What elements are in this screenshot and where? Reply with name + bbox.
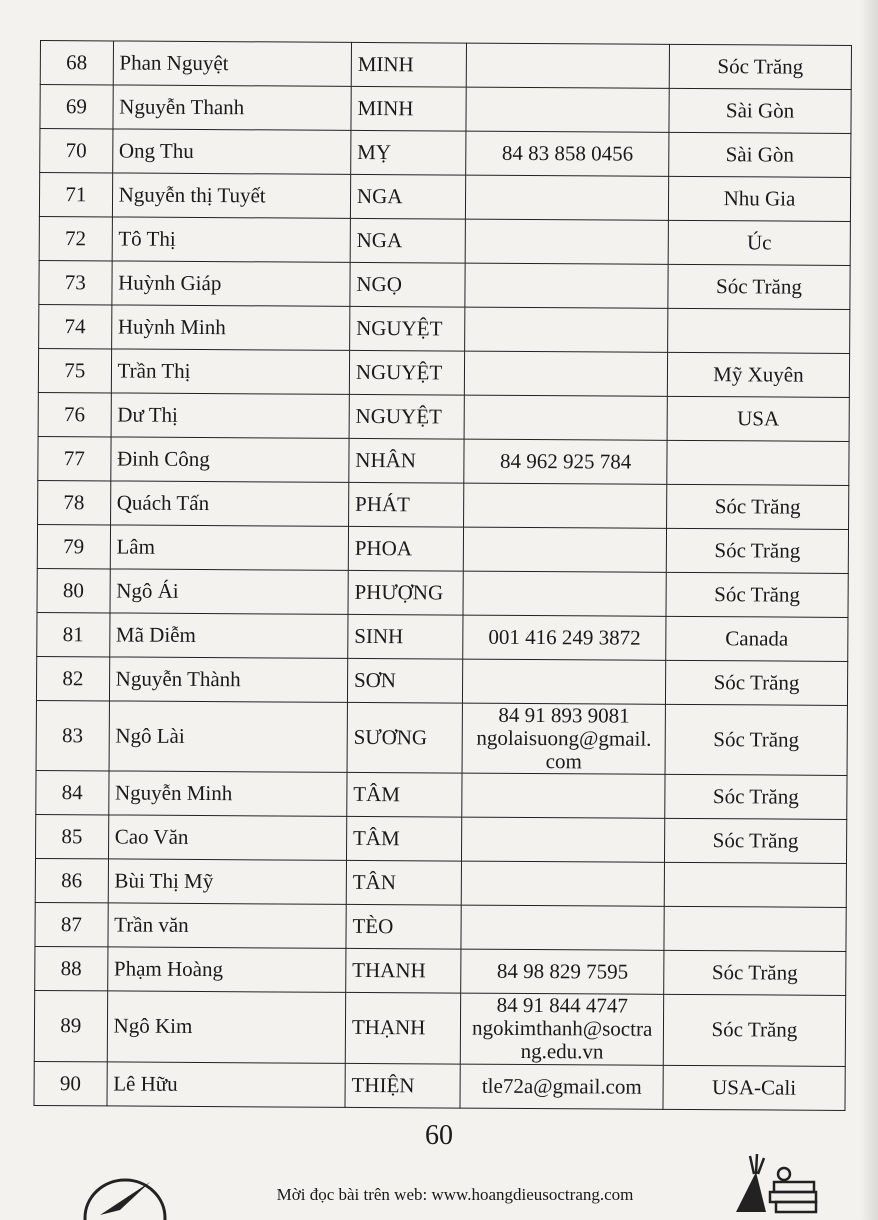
surname-cell: NGỌ (350, 262, 466, 307)
place-cell: USA-Cali (663, 1065, 845, 1110)
table-row (37, 568, 848, 617)
place-cell: Sóc Trăng (666, 484, 848, 529)
surname-cell: NGA (350, 218, 466, 263)
given-name-cell: Nguyễn thị Tuyết (112, 173, 351, 218)
contact-cell (462, 817, 665, 862)
place-cell: Sóc Trăng (668, 264, 850, 309)
surname-cell: PHÁT (348, 482, 464, 527)
row-number: 80 (37, 568, 110, 612)
row-number: 82 (36, 656, 109, 700)
row-number: 77 (38, 436, 111, 480)
place-cell (668, 308, 850, 353)
contact-cell (460, 1064, 663, 1109)
table-row (40, 129, 851, 178)
page-number: 60 (425, 1120, 453, 1151)
row-number: 86 (35, 859, 108, 903)
place-cell: Sóc Trăng (664, 819, 846, 864)
contact-cell (466, 219, 669, 264)
surname-cell: THANH (346, 949, 462, 994)
place-cell (664, 863, 846, 908)
table-row (35, 903, 846, 952)
surname-cell: SƯƠNG (347, 702, 463, 773)
given-name-cell: Trần văn (108, 903, 347, 948)
contact-cell (461, 993, 664, 1065)
place-cell: Úc (668, 220, 850, 265)
contact-cell (466, 131, 669, 176)
surname-cell: TÂN (346, 861, 462, 906)
row-number: 72 (39, 216, 112, 260)
place-cell (667, 440, 849, 485)
place-cell: Sóc Trăng (664, 951, 846, 996)
table-row (39, 173, 850, 222)
table-row (37, 612, 848, 661)
table-row (34, 991, 845, 1066)
row-number: 71 (39, 173, 112, 217)
surname-cell: NGUYỆT (350, 306, 466, 351)
row-number: 84 (36, 771, 109, 815)
contact-line: 84 98 829 7595 (496, 959, 629, 984)
given-name-cell: Huỳnh Minh (111, 305, 350, 350)
surname-cell: TÂM (346, 817, 462, 862)
page-edge-shadow (860, 0, 878, 1220)
table-row (39, 260, 850, 309)
given-name-cell: Phan Nguyệt (113, 41, 352, 86)
contact-cell (461, 905, 664, 950)
table-row (38, 392, 849, 441)
contact-cell (463, 571, 666, 616)
contact-line: 84 91 844 4747 (496, 993, 628, 1018)
surname-cell: MINH (351, 86, 467, 131)
contact-line: 84 962 925 784 (499, 448, 632, 474)
table-row (35, 859, 846, 908)
surname-cell: NGA (350, 174, 466, 219)
given-name-cell: Trần Thị (111, 349, 350, 394)
contact-cell (463, 615, 666, 660)
given-name-cell: Ong Thu (112, 129, 351, 174)
surname-cell: NGUYỆT (349, 394, 465, 439)
surname-cell: TÈO (346, 905, 462, 950)
given-name-cell: Phạm Hoàng (107, 947, 346, 992)
given-name-cell: Nguyễn Minh (108, 771, 347, 816)
contact-line: 001 416 249 3872 (488, 624, 641, 650)
contact-cell (464, 527, 667, 572)
given-name-cell: Ngô Ái (110, 569, 349, 614)
place-cell: Nhu Gia (668, 176, 850, 221)
table-row (40, 85, 851, 134)
surname-cell: PHƯỢNG (348, 570, 464, 615)
member-table (33, 40, 851, 1111)
contact-cell (465, 395, 668, 440)
row-number: 83 (36, 700, 109, 771)
contact-line: 84 91 893 9081 (498, 702, 630, 728)
table-row (39, 304, 850, 353)
row-number: 68 (40, 41, 113, 85)
contact-cell (464, 439, 667, 484)
given-name-cell: Lâm (110, 525, 349, 570)
place-cell: Sóc Trăng (663, 995, 845, 1066)
row-number: 73 (39, 260, 112, 304)
table-row (38, 348, 849, 397)
row-number: 78 (38, 480, 111, 524)
given-name-cell: Nguyễn Thành (109, 657, 348, 702)
contact-line: com (545, 749, 582, 774)
surname-cell: PHOA (348, 526, 464, 571)
place-cell: Sóc Trăng (666, 572, 848, 617)
row-number: 75 (38, 348, 111, 392)
row-number: 87 (35, 903, 108, 947)
surname-cell: SƠN (347, 658, 463, 703)
table-row (38, 480, 849, 529)
contact-line: 84 83 858 0456 (501, 140, 634, 166)
row-number: 69 (40, 85, 113, 129)
place-cell: USA (667, 396, 849, 441)
given-name-cell: Bùi Thị Mỹ (108, 859, 347, 904)
place-cell: Canada (666, 616, 848, 661)
given-name-cell: Lê Hữu (107, 1061, 346, 1106)
place-cell: Sóc Trăng (665, 660, 847, 705)
row-number: 85 (35, 815, 108, 859)
given-name-cell: Huỳnh Giáp (111, 261, 350, 306)
contact-line: tle72a@gmail.com (481, 1073, 642, 1099)
surname-cell: SINH (348, 614, 464, 659)
row-number: 89 (34, 991, 107, 1062)
table-row (38, 436, 849, 485)
row-number: 76 (38, 392, 111, 436)
contact-cell (463, 659, 666, 704)
contact-cell (462, 861, 665, 906)
surname-cell: TÂM (347, 773, 463, 818)
contact-cell (461, 949, 664, 994)
place-cell: Sài Gòn (669, 132, 851, 177)
given-name-cell: Ngô Lài (109, 701, 348, 773)
contact-line: ng.edu.vn (520, 1039, 604, 1064)
table-row (36, 656, 847, 705)
table-row (36, 771, 847, 820)
surname-cell: THẠNH (345, 993, 461, 1064)
row-number: 70 (40, 129, 113, 173)
place-cell: Sóc Trăng (665, 775, 847, 820)
given-name-cell: Cao Văn (108, 815, 347, 860)
contact-cell (465, 307, 668, 352)
surname-cell: MỴ (351, 130, 467, 175)
table-row (37, 524, 848, 573)
place-cell: Sóc Trăng (669, 44, 851, 89)
table-row (36, 700, 847, 775)
books-ornament-icon (726, 1152, 821, 1220)
table-row (35, 815, 846, 864)
given-name-cell: Ngô Kim (107, 991, 346, 1063)
place-cell: Mỹ Xuyên (667, 352, 849, 397)
contact-cell (462, 703, 665, 775)
row-number: 79 (37, 524, 110, 568)
member-table-body (34, 41, 851, 1110)
surname-cell: NHÂN (349, 438, 465, 483)
contact-line: ngokimthanh@soctra (471, 1016, 653, 1042)
given-name-cell: Đinh Công (110, 437, 349, 482)
contact-cell (465, 351, 668, 396)
table-row (39, 216, 850, 265)
contact-cell (467, 43, 670, 88)
footer-web-notice: Mời đọc bài trên web: www.hoangdieusoctrang.com (276, 1185, 634, 1204)
place-cell: Sài Gòn (669, 88, 851, 133)
contact-cell (466, 87, 669, 132)
table-row (34, 1061, 845, 1110)
given-name-cell: Quách Tấn (110, 481, 349, 526)
surname-cell: MINH (351, 42, 467, 87)
given-name-cell: Nguyễn Thanh (113, 85, 352, 130)
surname-cell: THIỆN (345, 1063, 461, 1108)
place-cell: Sóc Trăng (666, 528, 848, 573)
contact-line: ngolaisuong@gmail. (476, 725, 652, 751)
row-number: 74 (39, 304, 112, 348)
contact-cell (464, 483, 667, 528)
given-name-cell: Mã Diễm (109, 613, 348, 658)
contact-cell (465, 263, 668, 308)
table-row (35, 947, 846, 996)
table-row (40, 41, 851, 90)
contact-cell (462, 773, 665, 818)
row-number: 81 (37, 612, 110, 656)
contact-cell (466, 175, 669, 220)
surname-cell: NGUYỆT (349, 350, 465, 395)
row-number: 88 (35, 947, 108, 991)
given-name-cell: Dư Thị (111, 393, 350, 438)
given-name-cell: Tô Thị (112, 217, 351, 262)
row-number: 90 (34, 1061, 107, 1105)
place-cell: Sóc Trăng (665, 704, 847, 775)
place-cell (664, 907, 846, 952)
